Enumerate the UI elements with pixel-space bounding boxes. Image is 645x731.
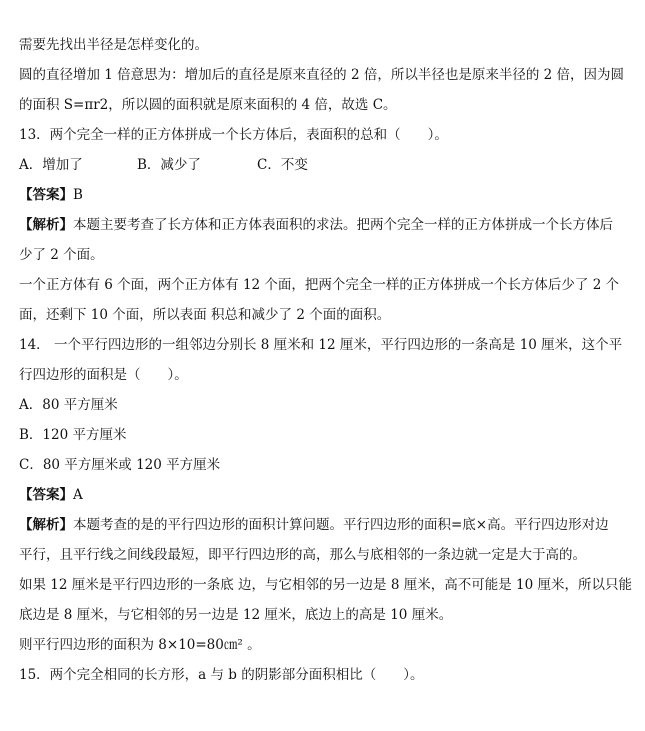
text-line: 底边是 8 厘米，与它相邻的另一边是 12 厘米，底边上的高是 10 厘米。 <box>19 607 453 623</box>
text-line: 如果 12 厘米是平行四边形的一条底 边，与它相邻的另一边是 8 厘米，高不可能是 10 厘米，所以只能 <box>19 577 632 593</box>
text-line: 的面积 S=πr2，所以圆的面积就是原来面积的 4 倍，故选 C。 <box>19 97 397 113</box>
question-15: 15．两个完全相同的长方形，a 与 b 的阴影部分面积相比（ ）。 <box>19 667 424 683</box>
question-13-answer <box>19 180 631 210</box>
question-14-analysis <box>19 510 631 540</box>
option-c: C．80 平方厘米或 120 平方厘米 <box>19 457 221 473</box>
text-line: 需要先找出半径是怎样变化的。 <box>19 37 208 53</box>
document-body <box>19 30 631 690</box>
text-line: 面，还剩下 10 个面，所以表面 积总和减少了 2 个面的面积。 <box>19 307 391 323</box>
option-c: C．不变 <box>257 157 308 173</box>
question-14: 14． 一个平行四边形的一组邻边分别长 8 厘米和 12 厘米，平行四边形的一条高是 10 厘米，这个平 <box>19 337 623 353</box>
text-line: 则平行四边形的面积为 8×10=80㎝² 。 <box>19 637 261 653</box>
question-13-analysis <box>19 210 631 240</box>
analysis-tag: 【解析】 <box>19 517 73 533</box>
question-13-options <box>19 150 631 180</box>
option-b: B．减少了 <box>137 157 201 173</box>
option-b: B．120 平方厘米 <box>19 427 127 443</box>
question-14-answer <box>19 480 631 510</box>
analysis-text: 本题主要考查了长方体和正方体表面积的求法。把两个完全一样的正方体拼成一个长方体后 <box>73 217 613 233</box>
question-13: 13．两个完全一样的正方体拼成一个长方体后，表面积的总和（ ）。 <box>19 127 448 143</box>
analysis-text: 本题考查的是的平行四边形的面积计算问题。平行四边形的面积=底×高。平行四边形对边 <box>73 517 609 533</box>
analysis-tag: 【解析】 <box>19 217 73 233</box>
answer-tag: 【答案】 <box>19 187 73 203</box>
text-line: 一个正方体有 6 个面，两个正方体有 12 个面，把两个完全一样的正方体拼成一个长方体后少了 2 个 <box>19 277 620 293</box>
answer-tag: 【答案】 <box>19 487 73 503</box>
text-line: 平行，且平行线之间线段最短，即平行四边形的高，那么与底相邻的一条边就一定是大于高的。 <box>19 547 586 563</box>
text-line: 少了 2 个面。 <box>19 247 104 263</box>
text-line: 圆的直径增加 1 倍意思为：增加后的直径是原来直径的 2 倍，所以半径也是原来半径的 2 倍，因为圆 <box>19 67 625 83</box>
text-line: 行四边形的面积是（ ）。 <box>19 367 188 383</box>
option-a: A．增加了 <box>19 157 83 173</box>
option-a: A．80 平方厘米 <box>19 397 118 413</box>
answer-value: B <box>73 187 83 203</box>
answer-value: A <box>73 487 83 503</box>
